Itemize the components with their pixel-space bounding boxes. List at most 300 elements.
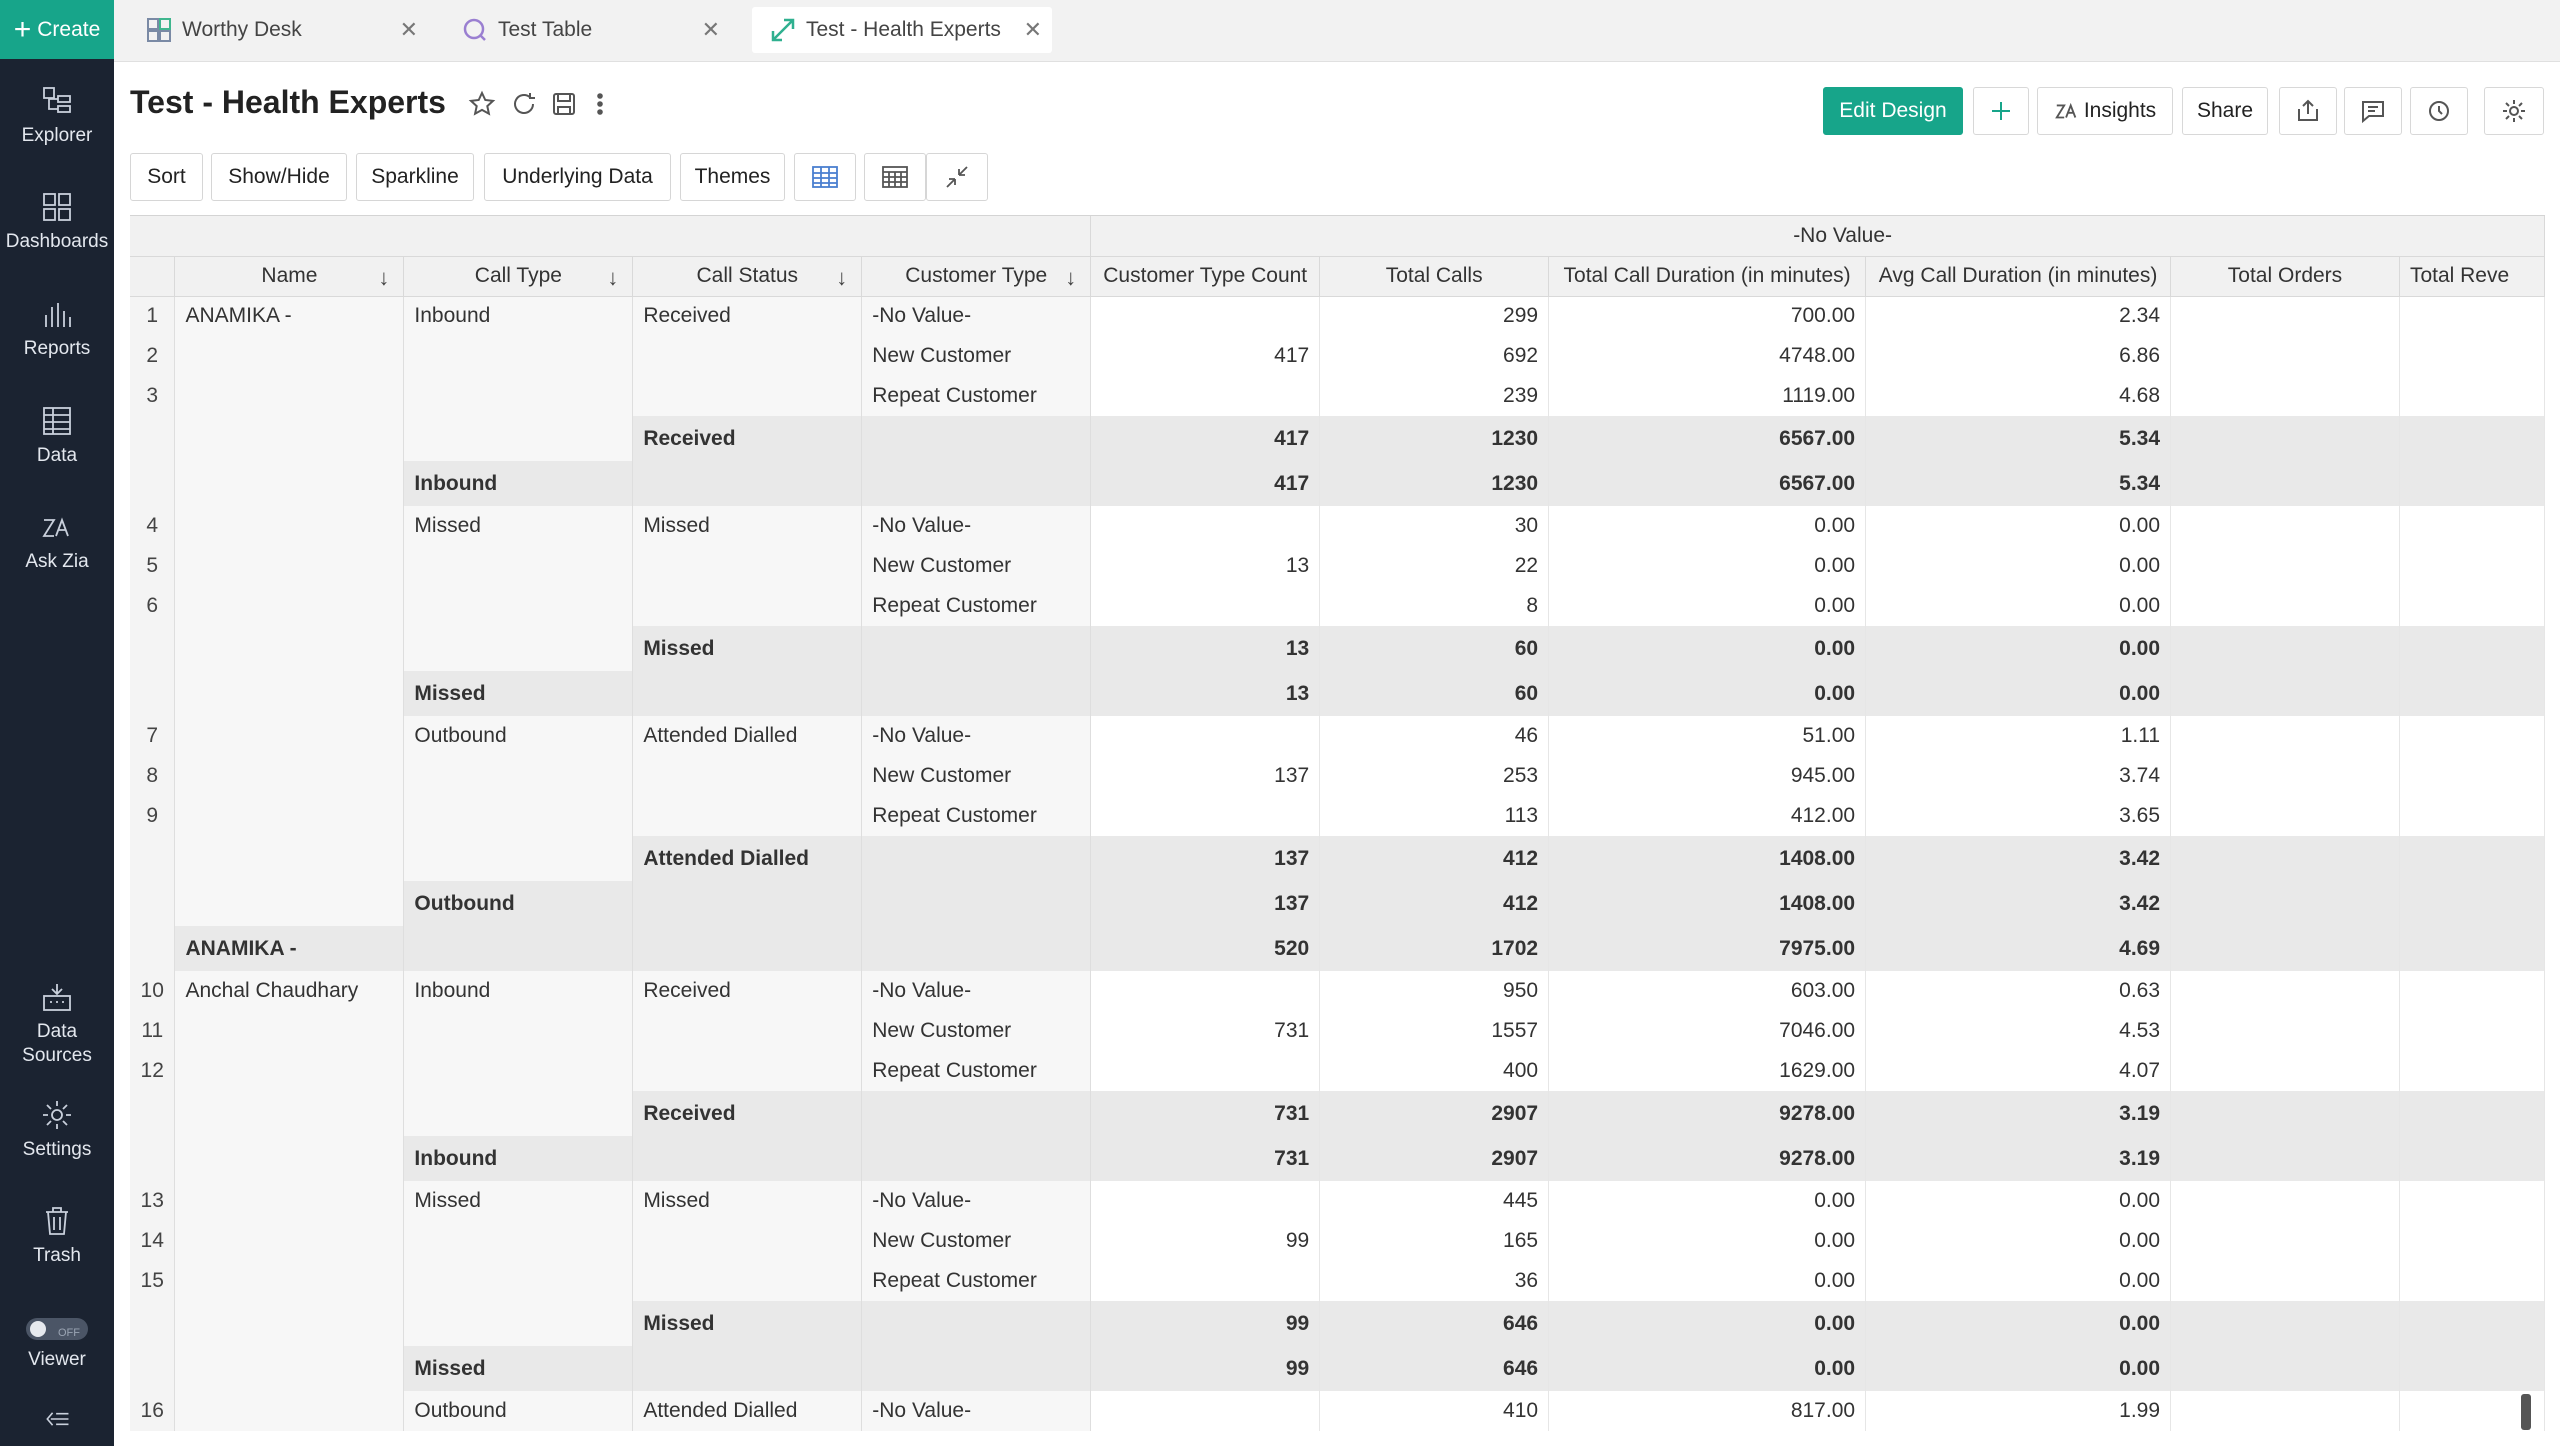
column-header-total-revenue[interactable]: Total Reve bbox=[2399, 256, 2544, 296]
cell-call-type[interactable]: Inbound bbox=[404, 461, 633, 506]
cell-call-status[interactable] bbox=[633, 1051, 862, 1091]
cell-total-call-duration[interactable]: 0.00 bbox=[1549, 1261, 1866, 1301]
cell-name[interactable] bbox=[175, 836, 404, 881]
cell-customer-type-count[interactable] bbox=[1091, 971, 1320, 1011]
cell-call-type[interactable] bbox=[404, 1261, 633, 1301]
cell-avg-call-duration[interactable]: 1.11 bbox=[1866, 716, 2171, 756]
collapse-view-button[interactable] bbox=[926, 153, 988, 201]
cell-customer-type[interactable] bbox=[862, 1091, 1091, 1136]
cell-customer-type-count[interactable]: 13 bbox=[1091, 671, 1320, 716]
cell-call-status[interactable]: Received bbox=[633, 1091, 862, 1136]
cell-call-type[interactable] bbox=[404, 1051, 633, 1091]
cell-name[interactable] bbox=[175, 1346, 404, 1391]
cell-name[interactable] bbox=[175, 671, 404, 716]
refresh-icon[interactable] bbox=[510, 90, 538, 118]
cell-call-status[interactable]: Attended Dialled bbox=[633, 836, 862, 881]
cell-avg-call-duration[interactable]: 1.99 bbox=[1866, 1391, 2171, 1431]
cell-call-status[interactable]: Received bbox=[633, 971, 862, 1011]
cell-name[interactable] bbox=[175, 716, 404, 756]
cell-call-type[interactable]: Missed bbox=[404, 671, 633, 716]
cell-avg-call-duration[interactable]: 0.00 bbox=[1866, 586, 2171, 626]
cell-total-call-duration[interactable]: 412.00 bbox=[1549, 796, 1866, 836]
cell-name[interactable] bbox=[175, 1301, 404, 1346]
cell-name[interactable] bbox=[175, 1181, 404, 1221]
cell-call-status[interactable]: Attended Dialled bbox=[633, 716, 862, 756]
cell-total-revenue[interactable] bbox=[2399, 1261, 2544, 1301]
tab-worthy-desk[interactable] bbox=[128, 7, 428, 53]
cell-call-status[interactable] bbox=[633, 376, 862, 416]
cell-total-revenue[interactable] bbox=[2399, 1181, 2544, 1221]
cell-name[interactable] bbox=[175, 1221, 404, 1261]
cell-avg-call-duration[interactable]: 0.00 bbox=[1866, 671, 2171, 716]
cell-total-calls[interactable]: 646 bbox=[1320, 1346, 1549, 1391]
cell-customer-type-count[interactable]: 731 bbox=[1091, 1011, 1320, 1051]
cell-call-status[interactable] bbox=[633, 1346, 862, 1391]
cell-total-orders[interactable] bbox=[2171, 376, 2400, 416]
cell-total-orders[interactable] bbox=[2171, 1346, 2400, 1391]
cell-total-orders[interactable] bbox=[2171, 796, 2400, 836]
cell-total-calls[interactable]: 1557 bbox=[1320, 1011, 1549, 1051]
cell-total-calls[interactable]: 2907 bbox=[1320, 1136, 1549, 1181]
cell-total-call-duration[interactable]: 6567.00 bbox=[1549, 461, 1866, 506]
cell-call-status[interactable]: Received bbox=[633, 296, 862, 336]
cell-name[interactable] bbox=[175, 1391, 404, 1431]
cell-total-call-duration[interactable]: 945.00 bbox=[1549, 756, 1866, 796]
cell-customer-type-count[interactable] bbox=[1091, 1261, 1320, 1301]
cell-total-revenue[interactable] bbox=[2399, 1091, 2544, 1136]
cell-avg-call-duration[interactable]: 4.69 bbox=[1866, 926, 2171, 971]
history-button[interactable] bbox=[2410, 87, 2468, 135]
more-options-icon[interactable] bbox=[586, 90, 614, 118]
cell-total-calls[interactable]: 60 bbox=[1320, 626, 1549, 671]
cell-call-type[interactable] bbox=[404, 626, 633, 671]
cell-total-orders[interactable] bbox=[2171, 336, 2400, 376]
sort-button[interactable]: Sort bbox=[130, 153, 203, 201]
cell-total-revenue[interactable] bbox=[2399, 971, 2544, 1011]
cell-total-orders[interactable] bbox=[2171, 1301, 2400, 1346]
cell-total-calls[interactable]: 445 bbox=[1320, 1181, 1549, 1221]
cell-total-revenue[interactable] bbox=[2399, 716, 2544, 756]
cell-call-status[interactable] bbox=[633, 546, 862, 586]
cell-call-status[interactable]: Missed bbox=[633, 506, 862, 546]
cell-call-type[interactable]: Outbound bbox=[404, 1391, 633, 1431]
cell-total-revenue[interactable] bbox=[2399, 796, 2544, 836]
sort-arrow-icon[interactable]: ↓ bbox=[607, 264, 619, 290]
cell-total-call-duration[interactable]: 817.00 bbox=[1549, 1391, 1866, 1431]
cell-customer-type[interactable]: Repeat Customer bbox=[862, 376, 1091, 416]
cell-total-orders[interactable] bbox=[2171, 546, 2400, 586]
cell-total-revenue[interactable] bbox=[2399, 296, 2544, 336]
cell-avg-call-duration[interactable]: 2.34 bbox=[1866, 296, 2171, 336]
cell-total-calls[interactable]: 36 bbox=[1320, 1261, 1549, 1301]
cell-customer-type[interactable]: New Customer bbox=[862, 756, 1091, 796]
cell-customer-type[interactable] bbox=[862, 1301, 1091, 1346]
cell-customer-type-count[interactable] bbox=[1091, 506, 1320, 546]
cell-call-type[interactable]: Missed bbox=[404, 1181, 633, 1221]
cell-avg-call-duration[interactable]: 3.19 bbox=[1866, 1091, 2171, 1136]
cell-call-type[interactable] bbox=[404, 836, 633, 881]
cell-customer-type-count[interactable]: 99 bbox=[1091, 1221, 1320, 1261]
comments-button[interactable] bbox=[2344, 87, 2402, 135]
tab-test-table[interactable] bbox=[444, 7, 730, 53]
cell-name[interactable] bbox=[175, 881, 404, 926]
cell-avg-call-duration[interactable]: 0.00 bbox=[1866, 1301, 2171, 1346]
cell-customer-type[interactable]: New Customer bbox=[862, 336, 1091, 376]
cell-avg-call-duration[interactable]: 4.68 bbox=[1866, 376, 2171, 416]
cell-avg-call-duration[interactable]: 3.74 bbox=[1866, 756, 2171, 796]
sidebar-item-reports[interactable] bbox=[0, 297, 114, 361]
column-header-total-call-duration[interactable]: Total Call Duration (in minutes) bbox=[1549, 256, 1866, 296]
cell-call-type[interactable]: Outbound bbox=[404, 716, 633, 756]
cell-total-orders[interactable] bbox=[2171, 671, 2400, 716]
cell-customer-type-count[interactable]: 520 bbox=[1091, 926, 1320, 971]
sort-arrow-icon[interactable]: ↓ bbox=[378, 264, 390, 290]
cell-call-type[interactable]: Outbound bbox=[404, 881, 633, 926]
cell-name[interactable] bbox=[175, 1136, 404, 1181]
cell-total-call-duration[interactable]: 0.00 bbox=[1549, 546, 1866, 586]
cell-call-status[interactable] bbox=[633, 881, 862, 926]
cell-customer-type-count[interactable] bbox=[1091, 1051, 1320, 1091]
sidebar-item-data[interactable] bbox=[0, 404, 114, 468]
column-header-name[interactable]: Name ↓ bbox=[175, 256, 404, 296]
cell-total-orders[interactable] bbox=[2171, 1261, 2400, 1301]
table-view-button[interactable] bbox=[794, 153, 856, 201]
cell-call-status[interactable] bbox=[633, 796, 862, 836]
cell-total-revenue[interactable] bbox=[2399, 586, 2544, 626]
cell-total-call-duration[interactable]: 7975.00 bbox=[1549, 926, 1866, 971]
close-icon[interactable]: ✕ bbox=[1023, 17, 1042, 42]
cell-total-revenue[interactable] bbox=[2399, 1346, 2544, 1391]
cell-name[interactable] bbox=[175, 416, 404, 461]
cell-total-calls[interactable]: 950 bbox=[1320, 971, 1549, 1011]
cell-customer-type[interactable] bbox=[862, 836, 1091, 881]
cell-customer-type-count[interactable]: 137 bbox=[1091, 756, 1320, 796]
column-header-call-type[interactable]: Call Type ↓ bbox=[404, 256, 633, 296]
share-button[interactable]: Share bbox=[2182, 87, 2268, 135]
cell-total-orders[interactable] bbox=[2171, 716, 2400, 756]
cell-customer-type[interactable]: -No Value- bbox=[862, 716, 1091, 756]
cell-total-calls[interactable]: 253 bbox=[1320, 756, 1549, 796]
cell-total-call-duration[interactable]: 0.00 bbox=[1549, 1181, 1866, 1221]
cell-total-orders[interactable] bbox=[2171, 1181, 2400, 1221]
sidebar-item-explorer[interactable] bbox=[0, 84, 114, 148]
cell-total-revenue[interactable] bbox=[2399, 1011, 2544, 1051]
cell-total-call-duration[interactable]: 1119.00 bbox=[1549, 376, 1866, 416]
cell-customer-type-count[interactable] bbox=[1091, 296, 1320, 336]
sidebar-item-trash[interactable] bbox=[0, 1204, 114, 1268]
cell-customer-type-count[interactable] bbox=[1091, 376, 1320, 416]
cell-total-call-duration[interactable]: 4748.00 bbox=[1549, 336, 1866, 376]
cell-call-status[interactable]: Missed bbox=[633, 1301, 862, 1346]
sidebar-item-ask-zia[interactable] bbox=[0, 510, 114, 574]
cell-customer-type-count[interactable]: 731 bbox=[1091, 1091, 1320, 1136]
cell-total-calls[interactable]: 692 bbox=[1320, 336, 1549, 376]
cell-total-revenue[interactable] bbox=[2399, 926, 2544, 971]
cell-name[interactable] bbox=[175, 1051, 404, 1091]
cell-name[interactable] bbox=[175, 756, 404, 796]
cell-customer-type[interactable]: Repeat Customer bbox=[862, 586, 1091, 626]
cell-total-revenue[interactable] bbox=[2399, 461, 2544, 506]
column-header-avg-call-duration[interactable]: Avg Call Duration (in minutes) bbox=[1866, 256, 2171, 296]
cell-call-type[interactable]: Inbound bbox=[404, 971, 633, 1011]
cell-customer-type[interactable]: Repeat Customer bbox=[862, 1051, 1091, 1091]
cell-call-status[interactable] bbox=[633, 1136, 862, 1181]
cell-call-type[interactable] bbox=[404, 796, 633, 836]
cell-customer-type[interactable] bbox=[862, 881, 1091, 926]
cell-total-revenue[interactable] bbox=[2399, 376, 2544, 416]
underlying-data-button[interactable]: Underlying Data bbox=[484, 153, 671, 201]
cell-total-calls[interactable]: 22 bbox=[1320, 546, 1549, 586]
cell-customer-type[interactable]: New Customer bbox=[862, 1221, 1091, 1261]
sidebar-item-data-sources[interactable] bbox=[0, 980, 114, 1068]
cell-total-calls[interactable]: 60 bbox=[1320, 671, 1549, 716]
insights-button[interactable] bbox=[2037, 87, 2173, 135]
cell-customer-type[interactable] bbox=[862, 1136, 1091, 1181]
cell-call-status[interactable] bbox=[633, 756, 862, 796]
cell-total-calls[interactable]: 299 bbox=[1320, 296, 1549, 336]
cell-name[interactable]: ANAMIKA - bbox=[175, 296, 404, 336]
cell-total-revenue[interactable] bbox=[2399, 546, 2544, 586]
sidebar-item-viewer[interactable] bbox=[0, 1318, 114, 1372]
cell-customer-type-count[interactable]: 137 bbox=[1091, 836, 1320, 881]
cell-call-type[interactable] bbox=[404, 416, 633, 461]
export-button[interactable] bbox=[2279, 87, 2337, 135]
cell-total-revenue[interactable] bbox=[2399, 626, 2544, 671]
cell-total-calls[interactable]: 30 bbox=[1320, 506, 1549, 546]
cell-avg-call-duration[interactable]: 5.34 bbox=[1866, 416, 2171, 461]
cell-total-orders[interactable] bbox=[2171, 416, 2400, 461]
cell-customer-type[interactable]: -No Value- bbox=[862, 1391, 1091, 1431]
cell-total-call-duration[interactable]: 9278.00 bbox=[1549, 1091, 1866, 1136]
close-icon[interactable]: ✕ bbox=[701, 17, 720, 42]
cell-total-revenue[interactable] bbox=[2399, 336, 2544, 376]
create-button[interactable] bbox=[0, 0, 114, 59]
cell-avg-call-duration[interactable]: 3.19 bbox=[1866, 1136, 2171, 1181]
cell-total-calls[interactable]: 113 bbox=[1320, 796, 1549, 836]
cell-avg-call-duration[interactable]: 4.07 bbox=[1866, 1051, 2171, 1091]
cell-avg-call-duration[interactable]: 0.00 bbox=[1866, 1346, 2171, 1391]
column-header-customer-type-count[interactable]: Customer Type Count bbox=[1091, 256, 1320, 296]
cell-total-calls[interactable]: 8 bbox=[1320, 586, 1549, 626]
cell-avg-call-duration[interactable]: 3.42 bbox=[1866, 881, 2171, 926]
cell-call-type[interactable]: Inbound bbox=[404, 296, 633, 336]
cell-total-calls[interactable]: 1230 bbox=[1320, 416, 1549, 461]
cell-call-type[interactable] bbox=[404, 376, 633, 416]
cell-total-call-duration[interactable]: 0.00 bbox=[1549, 586, 1866, 626]
cell-customer-type-count[interactable]: 417 bbox=[1091, 461, 1320, 506]
cell-total-orders[interactable] bbox=[2171, 461, 2400, 506]
cell-call-type[interactable] bbox=[404, 336, 633, 376]
cell-avg-call-duration[interactable]: 6.86 bbox=[1866, 336, 2171, 376]
cell-call-type[interactable] bbox=[404, 586, 633, 626]
cell-customer-type-count[interactable] bbox=[1091, 1181, 1320, 1221]
cell-total-calls[interactable]: 165 bbox=[1320, 1221, 1549, 1261]
collapse-sidebar-button[interactable] bbox=[0, 1404, 114, 1440]
cell-call-status[interactable]: Missed bbox=[633, 1181, 862, 1221]
column-header-total-calls[interactable]: Total Calls bbox=[1320, 256, 1549, 296]
cell-total-orders[interactable] bbox=[2171, 1011, 2400, 1051]
cell-total-revenue[interactable] bbox=[2399, 671, 2544, 716]
cell-customer-type[interactable] bbox=[862, 626, 1091, 671]
edit-design-button[interactable]: Edit Design bbox=[1823, 87, 1963, 135]
close-icon[interactable]: ✕ bbox=[399, 17, 418, 42]
cell-call-type[interactable]: Inbound bbox=[404, 1136, 633, 1181]
cell-avg-call-duration[interactable]: 3.65 bbox=[1866, 796, 2171, 836]
cell-total-call-duration[interactable]: 0.00 bbox=[1549, 671, 1866, 716]
cell-total-revenue[interactable] bbox=[2399, 1301, 2544, 1346]
cell-name[interactable] bbox=[175, 1011, 404, 1051]
cell-customer-type-count[interactable]: 417 bbox=[1091, 336, 1320, 376]
compact-view-button[interactable] bbox=[864, 153, 926, 201]
cell-total-orders[interactable] bbox=[2171, 1221, 2400, 1261]
cell-total-calls[interactable]: 412 bbox=[1320, 881, 1549, 926]
cell-total-calls[interactable]: 239 bbox=[1320, 376, 1549, 416]
cell-call-type[interactable] bbox=[404, 1091, 633, 1136]
cell-avg-call-duration[interactable]: 3.42 bbox=[1866, 836, 2171, 881]
cell-call-type[interactable]: Missed bbox=[404, 1346, 633, 1391]
add-button[interactable] bbox=[1973, 87, 2029, 135]
cell-total-orders[interactable] bbox=[2171, 1391, 2400, 1431]
cell-avg-call-duration[interactable]: 5.34 bbox=[1866, 461, 2171, 506]
cell-total-call-duration[interactable]: 0.00 bbox=[1549, 1346, 1866, 1391]
cell-total-call-duration[interactable]: 0.00 bbox=[1549, 506, 1866, 546]
show-hide-button[interactable]: Show/Hide bbox=[211, 153, 347, 201]
cell-total-call-duration[interactable]: 700.00 bbox=[1549, 296, 1866, 336]
cell-total-orders[interactable] bbox=[2171, 506, 2400, 546]
star-icon[interactable] bbox=[468, 90, 496, 118]
cell-name[interactable]: Anchal Chaudhary bbox=[175, 971, 404, 1011]
cell-total-call-duration[interactable]: 0.00 bbox=[1549, 1301, 1866, 1346]
cell-call-type[interactable]: Missed bbox=[404, 506, 633, 546]
cell-name[interactable] bbox=[175, 376, 404, 416]
cell-total-orders[interactable] bbox=[2171, 756, 2400, 796]
cell-total-call-duration[interactable]: 1408.00 bbox=[1549, 836, 1866, 881]
cell-call-type[interactable] bbox=[404, 1301, 633, 1346]
cell-name[interactable] bbox=[175, 586, 404, 626]
cell-total-revenue[interactable] bbox=[2399, 1136, 2544, 1181]
cell-call-type[interactable] bbox=[404, 546, 633, 586]
cell-total-call-duration[interactable]: 0.00 bbox=[1549, 626, 1866, 671]
cell-total-orders[interactable] bbox=[2171, 586, 2400, 626]
cell-total-orders[interactable] bbox=[2171, 836, 2400, 881]
cell-call-status[interactable]: Missed bbox=[633, 626, 862, 671]
cell-total-revenue[interactable] bbox=[2399, 506, 2544, 546]
cell-total-call-duration[interactable]: 0.00 bbox=[1549, 1221, 1866, 1261]
sidebar-item-dashboards[interactable] bbox=[0, 190, 114, 254]
cell-customer-type[interactable] bbox=[862, 461, 1091, 506]
cell-name[interactable] bbox=[175, 461, 404, 506]
cell-call-type[interactable] bbox=[404, 756, 633, 796]
cell-total-call-duration[interactable]: 7046.00 bbox=[1549, 1011, 1866, 1051]
column-header-total-orders[interactable]: Total Orders bbox=[2171, 256, 2400, 296]
cell-total-orders[interactable] bbox=[2171, 881, 2400, 926]
cell-customer-type-count[interactable]: 99 bbox=[1091, 1346, 1320, 1391]
cell-total-orders[interactable] bbox=[2171, 626, 2400, 671]
cell-total-call-duration[interactable]: 603.00 bbox=[1549, 971, 1866, 1011]
cell-total-calls[interactable]: 400 bbox=[1320, 1051, 1549, 1091]
cell-avg-call-duration[interactable]: 0.00 bbox=[1866, 1261, 2171, 1301]
cell-call-status[interactable] bbox=[633, 586, 862, 626]
cell-total-calls[interactable]: 410 bbox=[1320, 1391, 1549, 1431]
cell-total-calls[interactable]: 412 bbox=[1320, 836, 1549, 881]
sort-arrow-icon[interactable]: ↓ bbox=[836, 264, 848, 290]
cell-call-status[interactable] bbox=[633, 1011, 862, 1051]
cell-customer-type[interactable] bbox=[862, 416, 1091, 461]
sort-arrow-icon[interactable]: ↓ bbox=[1065, 264, 1077, 290]
cell-customer-type-count[interactable]: 99 bbox=[1091, 1301, 1320, 1346]
cell-customer-type[interactable]: Repeat Customer bbox=[862, 796, 1091, 836]
cell-total-call-duration[interactable]: 6567.00 bbox=[1549, 416, 1866, 461]
cell-call-type[interactable] bbox=[404, 926, 633, 971]
cell-call-status[interactable]: Attended Dialled bbox=[633, 1391, 862, 1431]
cell-total-calls[interactable]: 2907 bbox=[1320, 1091, 1549, 1136]
cell-name[interactable] bbox=[175, 1091, 404, 1136]
cell-total-revenue[interactable] bbox=[2399, 881, 2544, 926]
sidebar-item-settings[interactable] bbox=[0, 1098, 114, 1162]
cell-total-revenue[interactable] bbox=[2399, 836, 2544, 881]
cell-customer-type-count[interactable]: 137 bbox=[1091, 881, 1320, 926]
cell-customer-type-count[interactable]: 13 bbox=[1091, 626, 1320, 671]
cell-customer-type[interactable] bbox=[862, 926, 1091, 971]
cell-customer-type[interactable] bbox=[862, 671, 1091, 716]
cell-call-status[interactable] bbox=[633, 461, 862, 506]
scrollbar-thumb[interactable] bbox=[2521, 1394, 2531, 1430]
cell-name[interactable] bbox=[175, 546, 404, 586]
cell-name[interactable] bbox=[175, 1261, 404, 1301]
cell-total-orders[interactable] bbox=[2171, 926, 2400, 971]
cell-customer-type-count[interactable]: 13 bbox=[1091, 546, 1320, 586]
cell-customer-type[interactable]: Repeat Customer bbox=[862, 1261, 1091, 1301]
cell-customer-type[interactable]: New Customer bbox=[862, 546, 1091, 586]
settings-button[interactable] bbox=[2484, 87, 2544, 135]
cell-avg-call-duration[interactable]: 0.00 bbox=[1866, 1221, 2171, 1261]
cell-customer-type-count[interactable] bbox=[1091, 1391, 1320, 1431]
cell-name[interactable]: ANAMIKA - bbox=[175, 926, 404, 971]
cell-call-status[interactable] bbox=[633, 336, 862, 376]
column-header-call-status[interactable]: Call Status ↓ bbox=[633, 256, 862, 296]
cell-call-status[interactable] bbox=[633, 926, 862, 971]
cell-total-calls[interactable]: 646 bbox=[1320, 1301, 1549, 1346]
cell-total-calls[interactable]: 1230 bbox=[1320, 461, 1549, 506]
cell-customer-type[interactable]: -No Value- bbox=[862, 506, 1091, 546]
themes-button[interactable]: Themes bbox=[680, 153, 785, 201]
cell-total-orders[interactable] bbox=[2171, 971, 2400, 1011]
cell-total-call-duration[interactable]: 9278.00 bbox=[1549, 1136, 1866, 1181]
cell-call-type[interactable] bbox=[404, 1221, 633, 1261]
cell-total-calls[interactable]: 1702 bbox=[1320, 926, 1549, 971]
cell-customer-type-count[interactable] bbox=[1091, 796, 1320, 836]
viewer-toggle[interactable] bbox=[26, 1318, 88, 1340]
tab-test-health-experts[interactable] bbox=[752, 7, 1052, 53]
cell-customer-type-count[interactable] bbox=[1091, 586, 1320, 626]
cell-customer-type-count[interactable]: 731 bbox=[1091, 1136, 1320, 1181]
cell-total-call-duration[interactable]: 51.00 bbox=[1549, 716, 1866, 756]
cell-avg-call-duration[interactable]: 0.00 bbox=[1866, 506, 2171, 546]
cell-total-calls[interactable]: 46 bbox=[1320, 716, 1549, 756]
cell-customer-type[interactable]: -No Value- bbox=[862, 971, 1091, 1011]
cell-total-orders[interactable] bbox=[2171, 296, 2400, 336]
cell-total-revenue[interactable] bbox=[2399, 416, 2544, 461]
cell-customer-type[interactable]: -No Value- bbox=[862, 296, 1091, 336]
cell-total-orders[interactable] bbox=[2171, 1136, 2400, 1181]
cell-call-status[interactable] bbox=[633, 1221, 862, 1261]
cell-avg-call-duration[interactable]: 0.00 bbox=[1866, 626, 2171, 671]
cell-call-type[interactable] bbox=[404, 1011, 633, 1051]
cell-total-call-duration[interactable]: 1629.00 bbox=[1549, 1051, 1866, 1091]
save-icon[interactable] bbox=[550, 90, 578, 118]
cell-avg-call-duration[interactable]: 0.00 bbox=[1866, 546, 2171, 586]
cell-call-status[interactable] bbox=[633, 671, 862, 716]
